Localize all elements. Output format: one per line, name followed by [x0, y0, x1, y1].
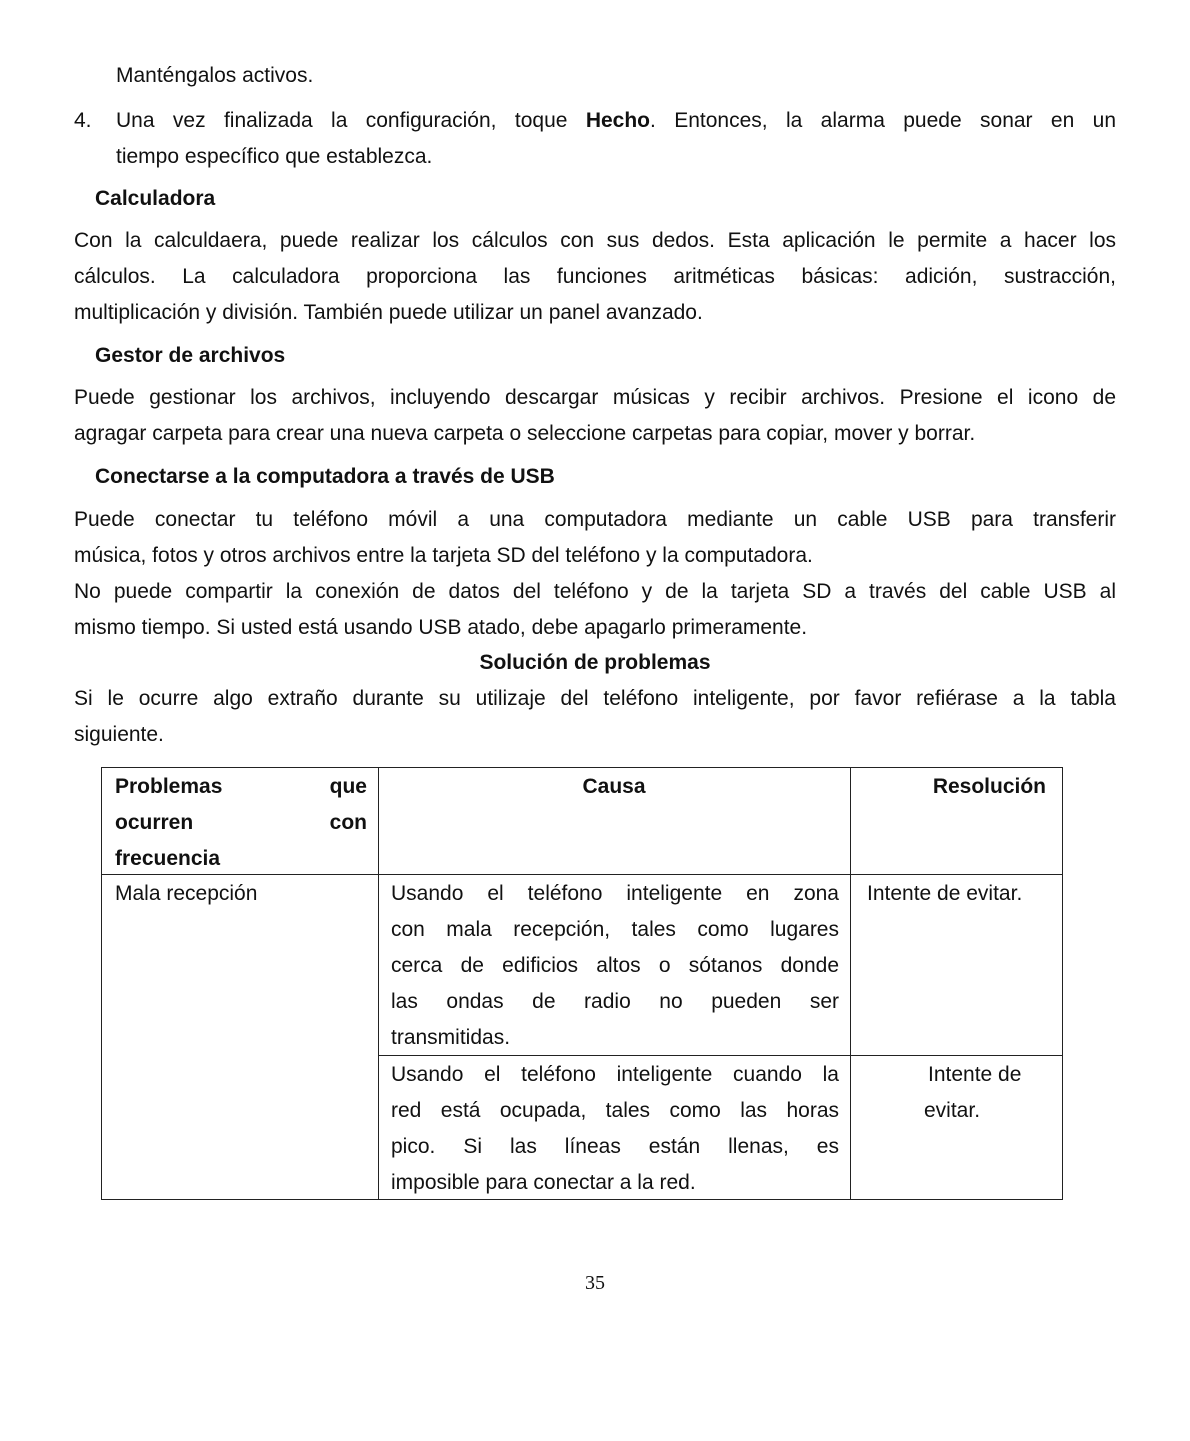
usb-heading: Conectarse a la computadora a través de USB — [95, 465, 555, 488]
usb-paragraph-line-2: música, fotos y otros archivos entre la tarjeta SD del teléfono y la computadora. — [74, 544, 813, 567]
step-number: 4. — [74, 109, 92, 132]
calculator-paragraph-line-2: cálculos. La calculadora proporciona las funciones aritméticas básicas: adición, sustracción, — [74, 265, 1116, 288]
row-2-cause-line-3: pico. Si las líneas están llenas, es — [391, 1135, 839, 1158]
row-1-cause-line-3: cerca de edificios altos o sótanos donde — [391, 954, 839, 977]
row-2-resolution-line-2: evitar. — [924, 1099, 981, 1122]
table-column-divider-2 — [850, 768, 851, 1199]
step-4-line-1 — [116, 103, 1116, 139]
header-cause: Causa — [582, 775, 646, 798]
step-4-bold-done: Hecho — [585, 109, 650, 132]
row-2-resolution-line-1: Intente de — [928, 1063, 1022, 1086]
step-4-text-b: . Entonces, la alarma puede sonar en un — [650, 109, 1116, 132]
troubleshooting-intro-line-2: siguiente. — [74, 723, 164, 746]
usb-paragraph-line-3: No puede compartir la conexión de datos del teléfono y de la tarjeta SD a través del cable USB al — [74, 580, 1116, 603]
row-1-cause-line-5: transmitidas. — [391, 1026, 511, 1049]
row-1-resolution: Intente de evitar. — [867, 882, 1023, 905]
row-2-cause-line-2: red está ocupada, tales como las horas — [391, 1099, 839, 1122]
step-4-line-2: tiempo específico que establezca. — [116, 145, 433, 168]
calculator-paragraph-line-1: Con la calculdaera, puede realizar los cálculos con sus dedos. Esta aplicación le permite a hacer los — [74, 229, 1116, 252]
usb-paragraph-line-4: mismo tiempo. Si usted está usando USB atado, debe apagarlo primeramente. — [74, 616, 808, 639]
header-problem-line-3: frecuencia — [115, 847, 221, 870]
header-problem-line-2: ocurren con — [115, 811, 367, 834]
header-resolution: Resolución — [932, 775, 1046, 798]
table-column-divider-1 — [378, 768, 379, 1199]
row-2-cause-line-1: Usando el teléfono inteligente cuando la — [391, 1063, 839, 1086]
troubleshooting-intro-line-1: Si le ocurre algo extraño durante su utilizaje del teléfono inteligente, por favor refiérase a la tabla — [74, 687, 1116, 710]
row-1-cause-line-1: Usando el teléfono inteligente en zona — [391, 882, 839, 905]
page-number: 35 — [585, 1272, 605, 1294]
step-4-text-a: Una vez finalizada la configuración, toque — [116, 109, 586, 132]
file-manager-paragraph-line-2: agragar carpeta para crear una nueva carpeta o seleccione carpetas para copiar, mover y borrar. — [74, 422, 976, 445]
previous-step-tail: Manténgalos activos. — [116, 64, 314, 87]
troubleshooting-heading: Solución de problemas — [479, 651, 711, 674]
calculator-paragraph-line-3: multiplicación y división. También puede utilizar un panel avanzado. — [74, 301, 703, 324]
usb-paragraph-line-1: Puede conectar tu teléfono móvil a una computadora mediante un cable USB para transferir — [74, 508, 1116, 531]
troubleshooting-table — [101, 767, 1063, 1200]
file-manager-heading: Gestor de archivos — [95, 344, 286, 367]
row-2-cause-line-4: imposible para conectar a la red. — [391, 1171, 696, 1194]
calculator-heading: Calculadora — [95, 187, 216, 210]
file-manager-paragraph-line-1: Puede gestionar los archivos, incluyendo descargar músicas y recibir archivos. Presione el icono de — [74, 386, 1116, 409]
row-1-problem: Mala recepción — [115, 882, 258, 905]
header-problem-line-1: Problemas que — [115, 775, 367, 798]
row-1-cause-line-4: las ondas de radio no pueden ser — [391, 990, 839, 1013]
table-header-divider — [102, 874, 1062, 875]
row-1-cause-line-2: con mala recepción, tales como lugares — [391, 918, 839, 941]
